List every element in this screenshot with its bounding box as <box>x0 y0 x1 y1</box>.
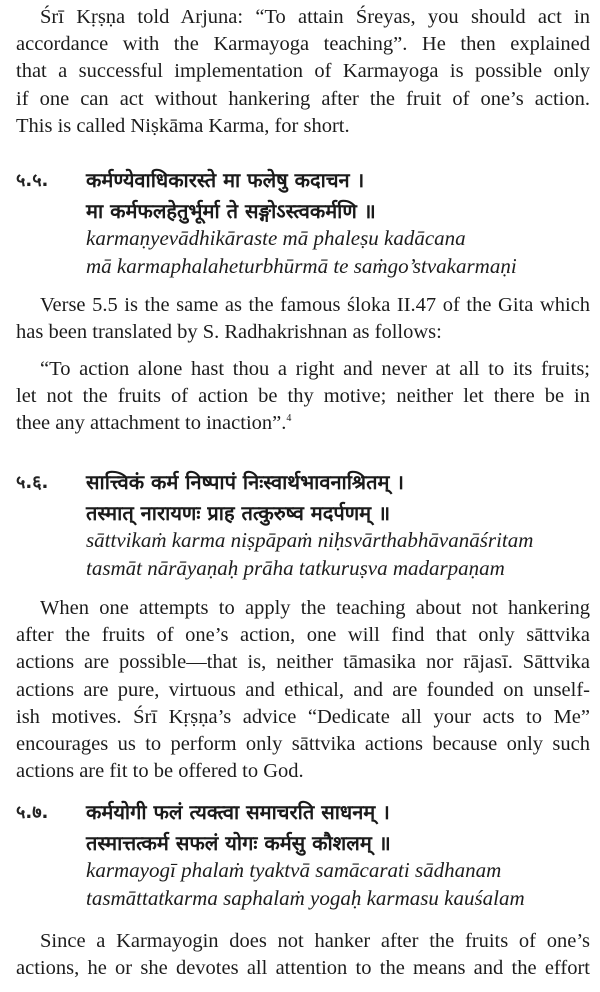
verse-number: ५.५. <box>16 170 49 191</box>
verse-devanagari-line: कर्मण्येवाधिकारस्ते मा फलेषु कदाचन । <box>86 168 365 192</box>
verse-devanagari-line: कर्मयोगी फलं त्यक्त्वा समाचरति साधनम् । <box>86 800 390 824</box>
text-line: accordance with the Karmayoga teaching”. He then explained <box>16 33 590 56</box>
verse-transliteration-line: tasmāt nārāyaṇaḥ prāha tatkuruṣva madarpaṇam <box>86 556 505 580</box>
paragraph-intro <box>16 4 590 140</box>
text-line: let not the fruits of action be thy motive; neither let there be in <box>16 385 590 408</box>
text-line: actions are possible—that is, neither tāmasika nor rājasī. Sāttvika <box>16 651 590 674</box>
paragraph-sattvika <box>16 595 590 785</box>
text-line: Śrī Kṛṣṇa told Arjuna: “To attain Śreyas, you should act in <box>40 6 590 28</box>
footnote-reference[interactable]: 4 <box>286 413 292 425</box>
text-line: that a successful implementation of Karmayoga is possible only <box>16 60 590 83</box>
paragraph-karmayogin <box>16 928 590 982</box>
text-line <box>16 410 590 437</box>
paragraph-quotation <box>16 356 590 438</box>
verse-devanagari-line: मा कर्मफलहेतुर्भूर्मा ते सङ्गोऽस्त्वकर्मणि ॥ <box>86 199 376 223</box>
text-line: actions are fit to be offered to God. <box>16 760 304 783</box>
verse-number: ५.७. <box>16 802 49 823</box>
text-line: if one can act without hankering after the fruit of one’s action. <box>16 87 590 110</box>
text-line: Verse 5.5 is the same as the famous śloka II.47 of the Gita which <box>40 294 590 316</box>
text-line: Since a Karmayogin does not hanker after the fruits of one’s <box>40 930 590 952</box>
verse-transliteration-line: karmaṇyevādhikāraste mā phaleṣu kadācana <box>86 226 466 250</box>
verse-transliteration-line: mā karmaphalaheturbhūrmā te saṁgo’stvakarmaṇi <box>86 254 517 278</box>
text-line: encourages us to perform only sāttvika actions because only such <box>16 733 590 756</box>
paragraph-verse-note <box>16 292 590 346</box>
verse-transliteration-line: tasmāttatkarma saphalaṁ yogaḥ karmasu kauśalam <box>86 886 525 910</box>
verse-number: ५.६. <box>16 472 49 493</box>
verse-devanagari-line: तस्मात्तत्कर्म सफलं योगः कर्मसु कौशलम् ॥ <box>86 831 391 855</box>
verse-transliteration-line: karmayogī phalaṁ tyaktvā samācarati sādhanam <box>86 858 502 882</box>
text-line: after the fruits of one’s action, one will find that only sāttvika <box>16 624 590 647</box>
text-line-content: thee any attachment to inaction”. <box>16 412 287 435</box>
verse-transliteration-line: sāttvikaṁ karma niṣpāpaṁ niḥsvārthabhāvanāśritam <box>86 528 534 552</box>
text-line: has been translated by S. Radhakrishnan as follows: <box>16 321 442 344</box>
verse-devanagari-line: सात्त्विकं कर्म निष्पापं निःस्वार्थभावनाश्रितम् । <box>86 470 404 494</box>
verse-devanagari-line: तस्मात् नारायणः प्राह तत्कुरुष्व मदर्पणम् ॥ <box>86 501 391 525</box>
text-line: “To action alone hast thou a right and never at all to its fruits; <box>40 358 590 380</box>
text-line: actions are pure, virtuous and ethical, and are founded on unself- <box>16 678 590 701</box>
text-line: ish motives. Śrī Kṛṣṇa’s advice “Dedicate all your acts to Me” <box>16 705 590 728</box>
text-line: When one attempts to apply the teaching about not hankering <box>40 597 590 619</box>
text-line: actions, he or she devotes all attention to the means and the effort <box>16 957 590 980</box>
text-line: This is called Niṣkāma Karma, for short. <box>16 114 350 137</box>
